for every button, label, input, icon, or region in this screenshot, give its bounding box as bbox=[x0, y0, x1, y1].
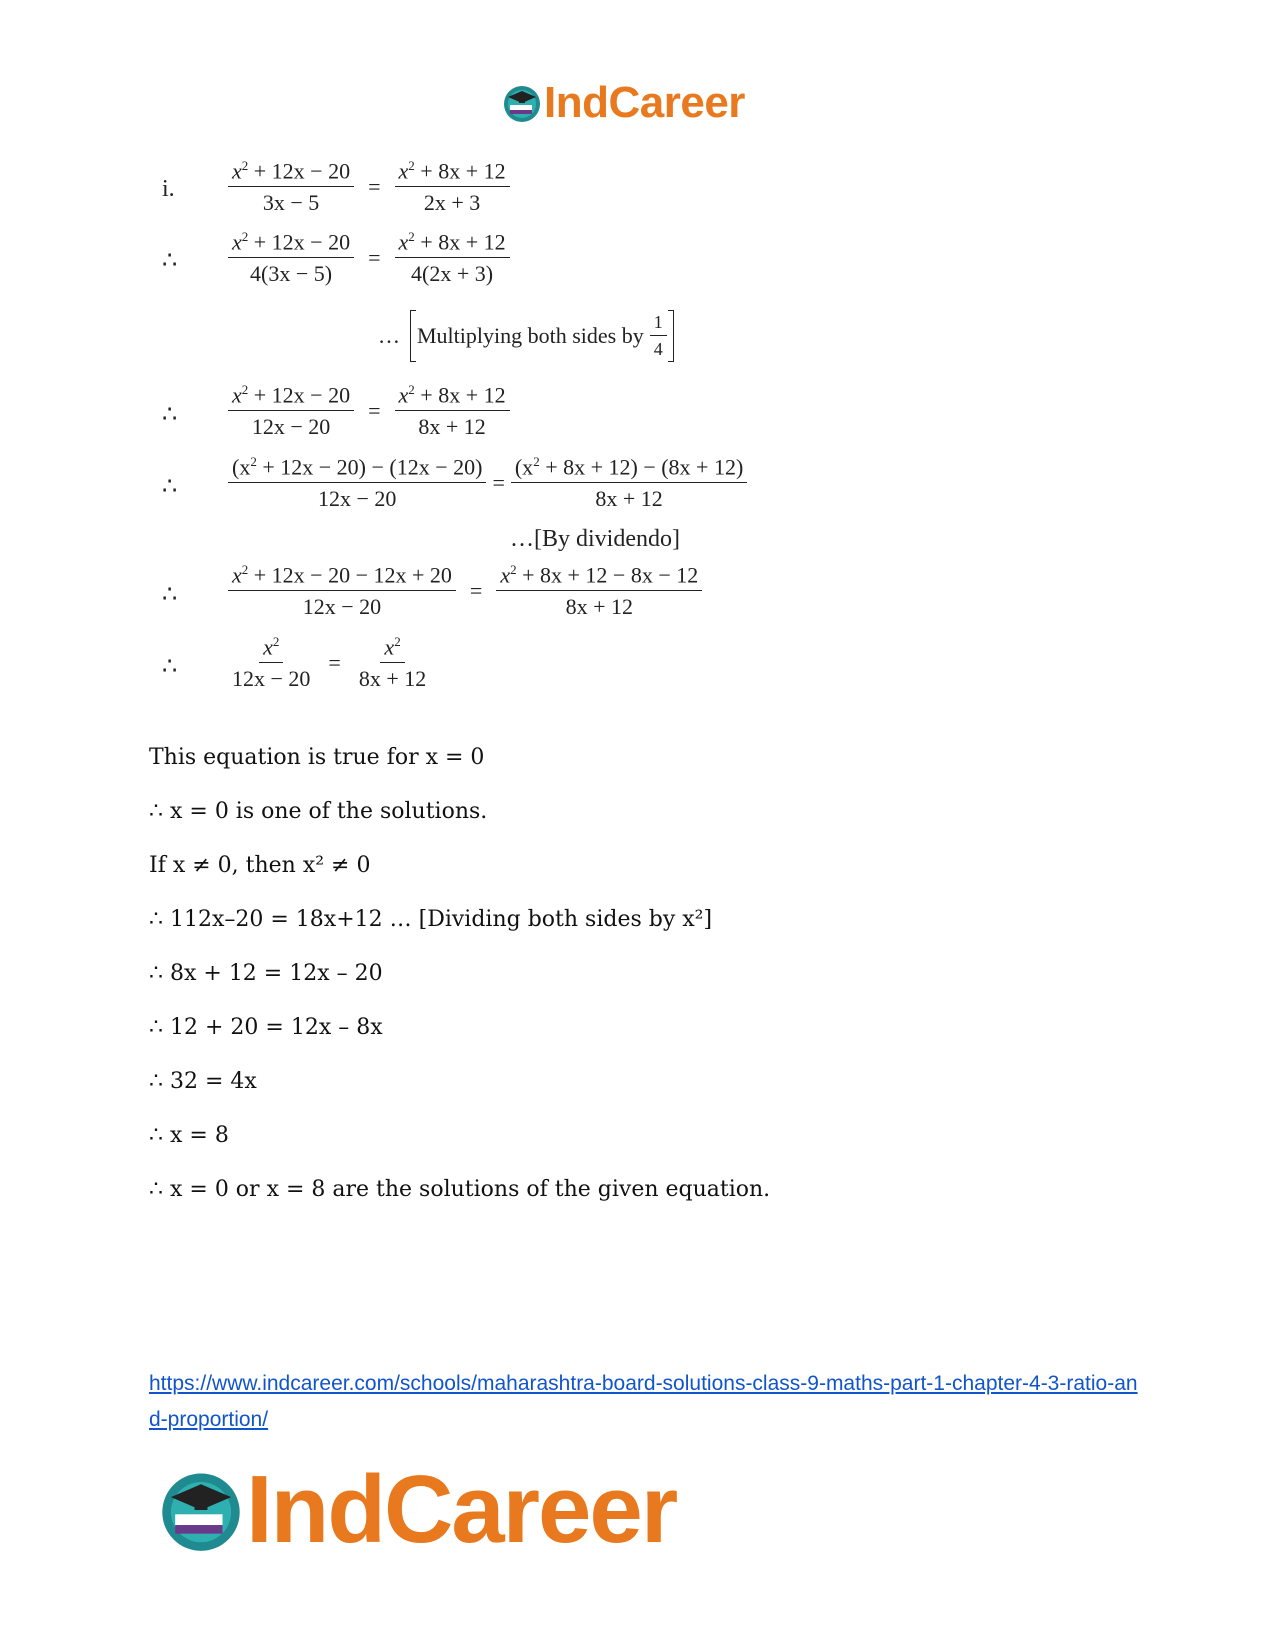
brand-name: IndCareer bbox=[246, 1456, 677, 1563]
text-line: ∴ x = 8 bbox=[149, 1123, 229, 1148]
fraction: $\frac{x^2 + 12x - 20}{3x - 5}$ bbox=[228, 158, 354, 216]
source-link[interactable]: https://www.indcareer.com/schools/maharashtra-board-solutions-class-9-maths-part-1-chapter-4-3-ratio-and-proportion/ bbox=[149, 1372, 1138, 1431]
text-line: ∴ 32 = 4x bbox=[149, 1069, 257, 1094]
therefore-symbol: ∴ bbox=[162, 654, 178, 680]
step-label: i. bbox=[162, 176, 175, 202]
brand-name: IndCareer bbox=[544, 78, 745, 127]
equation-step-5: $\frac{x^2 + 12x - 20 - 12x + 20}{12x - 20}$ = $\frac{x^2 + 8x + 12 - 8x - 12}{8x + 12}$ bbox=[228, 562, 702, 620]
footer-logo bbox=[158, 1458, 676, 1562]
therefore-symbol: ∴ bbox=[162, 582, 178, 608]
text-line: ∴ 12 + 20 = 12x – 8x bbox=[149, 1015, 383, 1040]
therefore-symbol: ∴ bbox=[162, 474, 178, 500]
header-logo bbox=[502, 78, 745, 128]
fraction: $\frac{x^2 + 8x + 12}{2x + 3}$ bbox=[395, 158, 510, 216]
equation-step-4: $\frac{(x^2 + 12x - 20) - (12x - 20)}{12x - 20}$ = $\frac{(x^2 + 8x + 12) - (8x + 12)}{8x + 12}$ bbox=[228, 454, 747, 512]
therefore-symbol: ∴ bbox=[162, 402, 178, 428]
equation-step-2: $\frac{x^2 + 12x - 20}{4(3x - 5)}$ = $\frac{x^2 + 8x + 12}{4(2x + 3)}$ bbox=[228, 229, 510, 287]
equation-step-1: $\frac{x^2 + 12x - 20}{3x - 5}$ = $\frac{x^2 + 8x + 12}{2x + 3}$ bbox=[228, 158, 510, 216]
text-line: ∴ 8x + 12 = 12x – 20 bbox=[149, 961, 383, 986]
dividendo-note: …[By dividendo] bbox=[510, 526, 680, 552]
multiply-note: … Multiplying both sides by $\frac{1}{4}$ bbox=[378, 310, 674, 362]
equation-step-3: $\frac{x^2 + 12x - 20}{12x - 20}$ = $\frac{x^2 + 8x + 12}{8x + 12}$ bbox=[228, 382, 510, 440]
equation-step-6: $\frac{x^2}{12x - 20}$ = $\frac{x^2}{8x + 12}$ bbox=[232, 634, 427, 692]
graduation-book-icon bbox=[158, 1467, 244, 1553]
text-line: If x ≠ 0, then x² ≠ 0 bbox=[149, 853, 371, 878]
text-line: This equation is true for x = 0 bbox=[149, 745, 485, 770]
therefore-symbol: ∴ bbox=[162, 248, 178, 274]
text-line: ∴ x = 0 is one of the solutions. bbox=[149, 799, 488, 824]
graduation-book-icon bbox=[502, 83, 542, 123]
text-line: ∴ x = 0 or x = 8 are the solutions of the given equation. bbox=[149, 1177, 771, 1202]
text-line: ∴ 112x–20 = 18x+12 … [Dividing both sides by x²] bbox=[149, 907, 713, 932]
